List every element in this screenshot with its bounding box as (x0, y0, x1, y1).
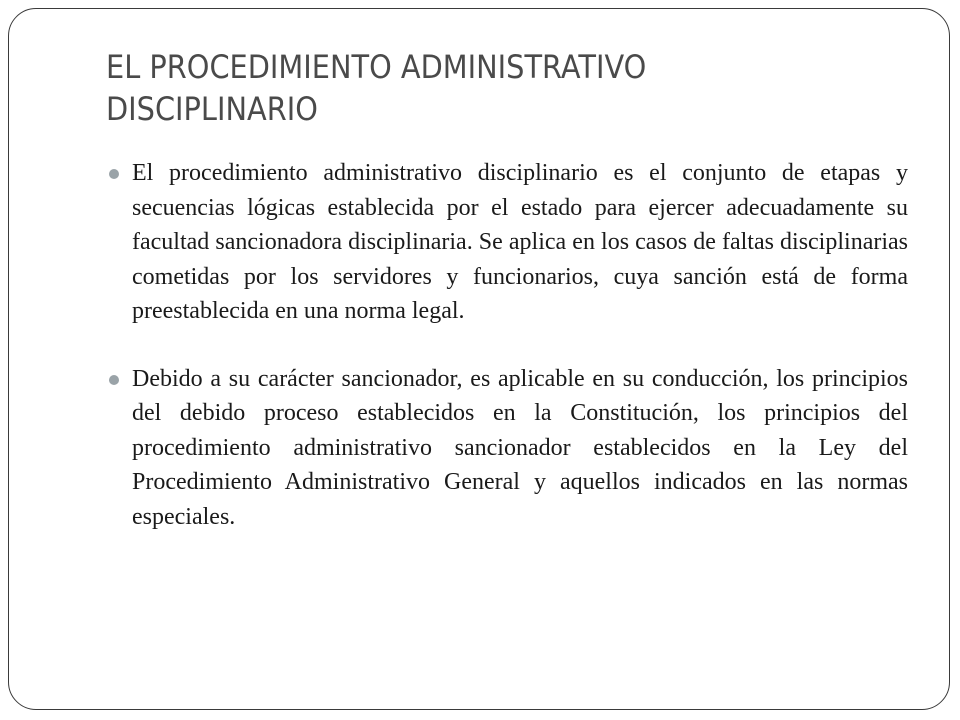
bullet-item-1 (108, 156, 908, 329)
bullet-text-2: Debido a su carácter sancionador, es aplicable en su conducción, los principios del debido proceso establecidos en la Constitución, los principios del procedimiento administrativo sancionador establecidos en la Ley del Procedimiento Administrativo General y aquellos indicados en las normas especiales. (132, 365, 908, 530)
slide-title: EL PROCEDIMIENTO ADMINISTRATIVO DISCIPLINARIO (106, 48, 647, 128)
bullet-dot-icon (109, 169, 119, 179)
bullet-text-1: El procedimiento administrativo disciplinario es el conjunto de etapas y secuencias lógicas establecida por el estado para ejercer adecuadamente su facultad sancionadora disciplinaria. Se aplica en los casos de faltas disciplinarias cometidas por los servidores y funcionarios, cuya sanción está de forma preestablecida en una norma legal. (132, 160, 908, 324)
bullet-dot-icon (109, 375, 119, 385)
bullet-list (108, 156, 908, 534)
bullet-item-2 (108, 362, 908, 535)
